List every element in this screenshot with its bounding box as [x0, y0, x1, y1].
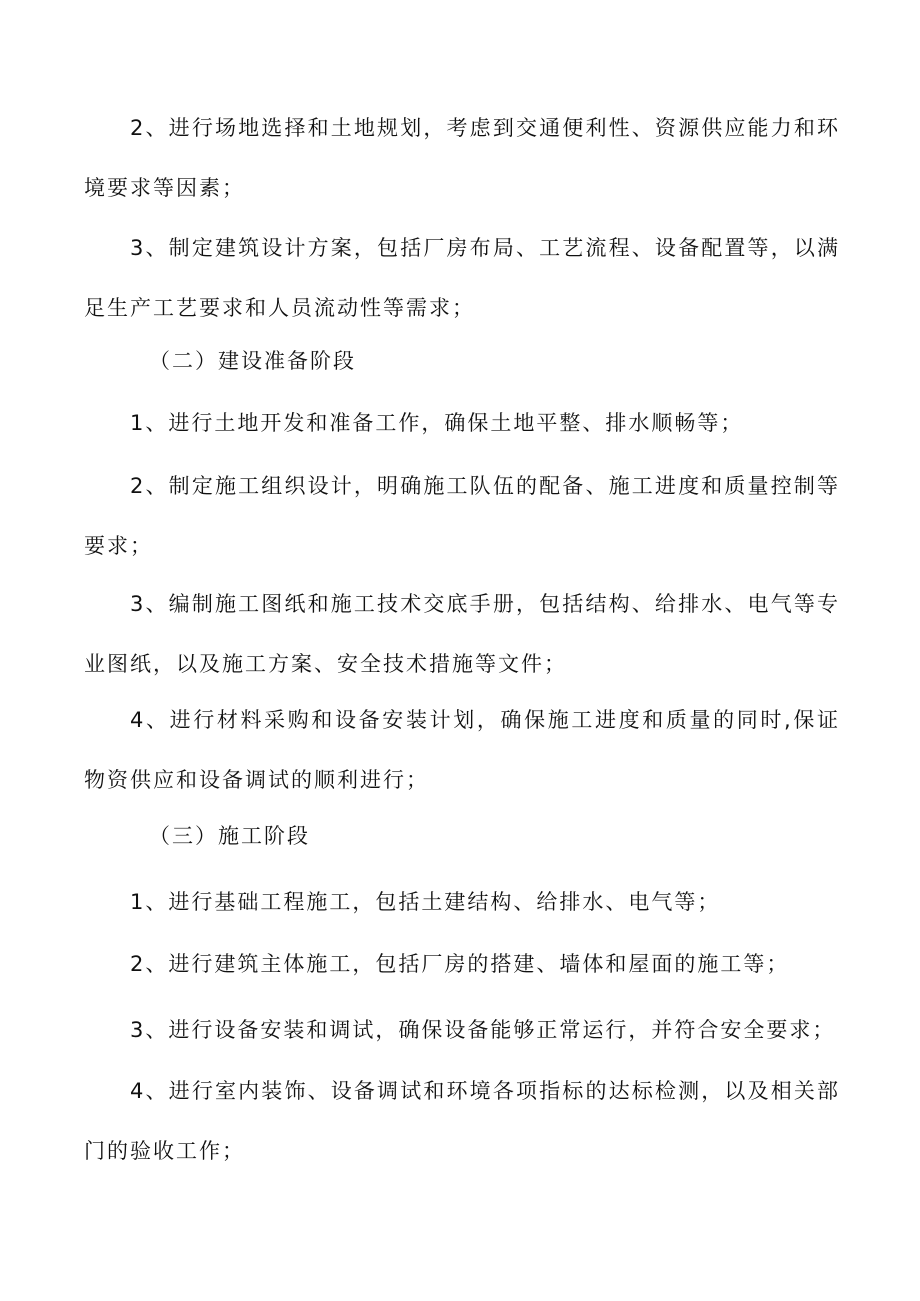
paragraph-land-development: 1、进行土地开发和准备工作，确保土地平整、排水顺畅等； — [130, 411, 744, 435]
paragraph-design-plan: 3、制定建筑设计方案，包括厂房布局、工艺流程、设备配置等，以满足生产工艺要求和人员流动性等需求； — [84, 236, 840, 320]
section-heading-preparation: （二）建设准备阶段 — [149, 349, 356, 373]
paragraph-construction-drawings: 3、编制施工图纸和施工技术交底手册，包括结构、给排水、电气等专业图纸，以及施工方案、安全技术措施等文件； — [84, 592, 840, 676]
paragraph-site-selection: 2、进行场地选择和土地规划，考虑到交通便利性、资源供应能力和环境要求等因素； — [84, 116, 840, 200]
paragraph-equipment-installation: 3、进行设备安装和调试，确保设备能够正常运行，并符合安全要求； — [130, 1018, 836, 1042]
paragraph-construction-organization: 2、制定施工组织设计，明确施工队伍的配备、施工进度和质量控制等要求； — [84, 474, 840, 558]
section-heading-construction: （三）施工阶段 — [149, 824, 310, 848]
paragraph-foundation-work: 1、进行基础工程施工，包括土建结构、给排水、电气等； — [130, 890, 721, 914]
paragraph-main-structure: 2、进行建筑主体施工，包括厂房的搭建、墙体和屋面的施工等； — [130, 952, 790, 976]
paragraph-procurement-plan: 4、进行材料采购和设备安装计划，确保施工进度和质量的同时,保证物资供应和设备调试的顺利进行； — [84, 708, 840, 792]
paragraph-interior-acceptance: 4、进行室内装饰、设备调试和环境各项指标的达标检测，以及相关部门的验收工作； — [84, 1079, 840, 1163]
